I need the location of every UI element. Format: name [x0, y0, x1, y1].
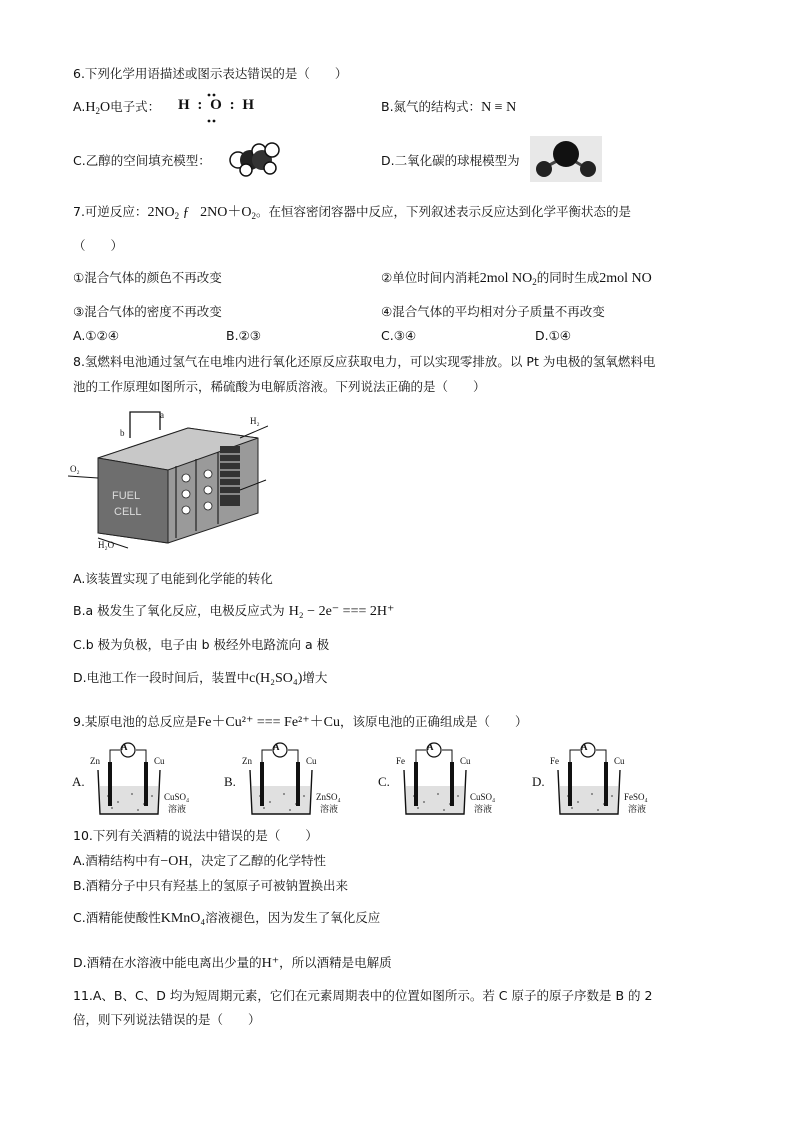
- q7-opt2-val: 2mol NO: [479, 271, 533, 286]
- q8-b-pre: B.a 极发生了氧化反应，电极反应式为: [73, 603, 285, 618]
- q10-d-pre: D.酒精在水溶液中能电离出少量的: [73, 955, 262, 970]
- o2-inlet-label: O₂: [70, 464, 80, 474]
- cell-b-meter: A: [273, 742, 280, 752]
- q10-a-pre: A.酒精结构中有: [73, 853, 161, 868]
- q6-option-a: [73, 97, 160, 116]
- q6-dot-formula-text: H : O : H: [178, 97, 256, 113]
- q11-stem-line1: 11.A、B、C、D 均为短周期元素，它们在元素周期表中的位置如图所示。若 C 原子的原子序数是 B 的 2: [73, 988, 653, 1003]
- q7-choice-c: C.③④: [381, 328, 417, 343]
- q7-choice-d: D.①④: [535, 328, 572, 343]
- q6-a-sub: 2: [95, 106, 100, 116]
- cell-a-right-electrode: Cu: [154, 756, 165, 766]
- cell-c-solution-word: 溶液: [474, 804, 493, 814]
- q6-electron-dot-formula: [178, 91, 256, 125]
- q7-statement-4: ④混合气体的平均相对分子质量不再改变: [381, 304, 605, 319]
- q7-opt2-mid: 的同时生成: [536, 270, 600, 285]
- q8-option-c: C.b 极为负极，电子由 b 极经外电路流向 a 极: [73, 637, 330, 652]
- cell-a-letter: A.: [72, 774, 85, 789]
- h2-inlet-label: H₂: [250, 416, 260, 426]
- cell-figure-a: [72, 740, 202, 818]
- q9-stem: [73, 711, 528, 731]
- q7-eq-sub: 2: [174, 211, 180, 221]
- q10-option-c: [73, 908, 380, 927]
- cell-d-solution-word: 溶液: [628, 804, 647, 814]
- q7-opt2-sub: 2: [532, 277, 537, 287]
- q10-c-end: 溶液褪色，因为发生了氧化反应: [205, 910, 381, 925]
- q7-stem-prefix: 7.可逆反应：: [73, 204, 148, 219]
- q10-c-pre: C.酒精能使酸性: [73, 910, 161, 925]
- cell-d-left-electrode: Fe: [550, 756, 559, 766]
- q10-stem: 10.下列有关酒精的说法中错误的是（ ）: [73, 828, 318, 843]
- cell-d-solution: FeSO₄: [624, 792, 648, 802]
- h2o-outlet-label: H₂O: [98, 540, 115, 550]
- q7-opt2-pre: ②单位时间内消耗: [381, 270, 480, 285]
- q10-d-eq: H⁺: [261, 956, 280, 971]
- q10-c-eq: KMnO₄: [160, 911, 206, 926]
- q9-stem-pre: 9.某原电池的总反应是: [73, 714, 198, 729]
- q7-eq-mid: ƒ 2NO＋O: [179, 205, 252, 220]
- cell-b-solution: ZnSO₄: [316, 792, 341, 802]
- q6-option-d: D.二氧化碳的球棍模型为: [381, 153, 520, 168]
- cell-d-meter: A: [581, 742, 588, 752]
- q8-option-d: [73, 668, 327, 687]
- cell-figure-d: [532, 740, 662, 818]
- fuel-text: FUEL: [112, 490, 141, 502]
- q7-bracket: （ ）: [73, 238, 124, 253]
- ethanol-space-filling-model: [226, 138, 282, 178]
- q10-a-eq: −OH: [160, 854, 189, 869]
- q7-eq-sub2: 2: [251, 211, 257, 221]
- q6-option-c: C.乙醇的空间填充模型：: [73, 153, 211, 168]
- q6-b-formula: N ≡ N: [481, 100, 517, 115]
- q6-a-text: 电子式：: [110, 99, 161, 114]
- q6-b-text: B.氮气的结构式：: [381, 99, 482, 114]
- q7-eq: 2NO: [147, 205, 175, 220]
- q8-b-eq: H₂ − 2e⁻ === 2H⁺: [288, 604, 395, 619]
- electrode-b-label: b: [120, 428, 125, 438]
- cell-a-meter: A: [121, 742, 128, 752]
- electrode-a-label: a: [160, 410, 164, 420]
- q7-choice-a: A.①②④: [73, 328, 119, 343]
- q8-option-b: [73, 601, 394, 620]
- cell-b-solution-word: 溶液: [320, 804, 339, 814]
- q10-option-a: [73, 851, 326, 870]
- q8-stem-line2: 池的工作原理如图所示，稀硫酸为电解质溶液。下列说法正确的是（ ）: [73, 379, 486, 394]
- q10-option-b: B.酒精分子中只有羟基上的氢原子可被钠置换出来: [73, 878, 349, 893]
- q8-d-pre: D.电池工作一段时间后，装置中: [73, 670, 250, 685]
- cell-a-left-electrode: Zn: [90, 756, 100, 766]
- q7-statement-2: [381, 268, 652, 287]
- cell-c-meter: A: [427, 742, 434, 752]
- q9-stem-eq: Fe＋Cu²⁺ === Fe²⁺＋Cu: [197, 715, 340, 730]
- cell-c-right-electrode: Cu: [460, 756, 471, 766]
- q10-d-end: ，所以酒精是电解质: [279, 955, 392, 970]
- q6-stem: 6.下列化学用语描述或图示表达错误的是（ ）: [73, 66, 348, 81]
- cell-d-right-electrode: Cu: [614, 756, 625, 766]
- cell-figure-c: [378, 740, 508, 818]
- q10-a-end: ，决定了乙醇的化学特性: [188, 853, 326, 868]
- q8-option-a: A.该装置实现了电能到化学能的转化: [73, 571, 273, 586]
- q6-a-formula: H: [85, 100, 96, 115]
- cell-a-solution-word: 溶液: [168, 804, 187, 814]
- q6-option-b: [381, 97, 516, 116]
- fuel-cell-drawing: [68, 398, 268, 556]
- lone-pair-dots: [178, 91, 248, 125]
- q8-d-eq: c(H₂SO₄): [249, 671, 303, 686]
- fuel-cell-figure: [68, 398, 268, 556]
- q7-choice-b: B.②③: [226, 328, 261, 343]
- q6-a-prefix: A.: [73, 99, 86, 114]
- q6-a-formula-end: O: [99, 100, 111, 115]
- cell-c-solution: CuSO₄: [470, 792, 496, 802]
- q11-stem-line2: 倍，则下列说法错误的是（ ）: [73, 1012, 261, 1027]
- q7-stem: [73, 201, 631, 221]
- cell-d-letter: D.: [532, 774, 545, 789]
- co2-ball-stick-model: [530, 136, 602, 182]
- cell-text: CELL: [114, 506, 142, 518]
- cell-b-right-electrode: Cu: [306, 756, 317, 766]
- q7-statement-3: ③混合气体的密度不再改变: [73, 304, 222, 319]
- cell-figure-b: [224, 740, 354, 818]
- cell-a-solution: CuSO₄: [164, 792, 190, 802]
- q7-opt2-end: 2mol NO: [599, 271, 652, 286]
- q10-option-d: [73, 953, 392, 972]
- q8-stem-line1: 8.氢燃料电池通过氢气在电堆内进行氧化还原反应获取电力，可以实现零排放。以 Pt 为电极的氢氧燃料电: [73, 354, 656, 369]
- cell-c-letter: C.: [378, 774, 390, 789]
- q7-statement-1: ①混合气体的颜色不再改变: [73, 270, 222, 285]
- q9-stem-end: ，该原电池的正确组成是（ ）: [339, 714, 528, 729]
- q8-d-end: 增大: [302, 670, 328, 685]
- q7-stem-suffix: 。在恒容密闭容器中反应，下列叙述表示反应达到化学平衡状态的是: [256, 204, 632, 219]
- cell-b-left-electrode: Zn: [242, 756, 252, 766]
- cell-c-left-electrode: Fe: [396, 756, 405, 766]
- cell-b-letter: B.: [224, 774, 236, 789]
